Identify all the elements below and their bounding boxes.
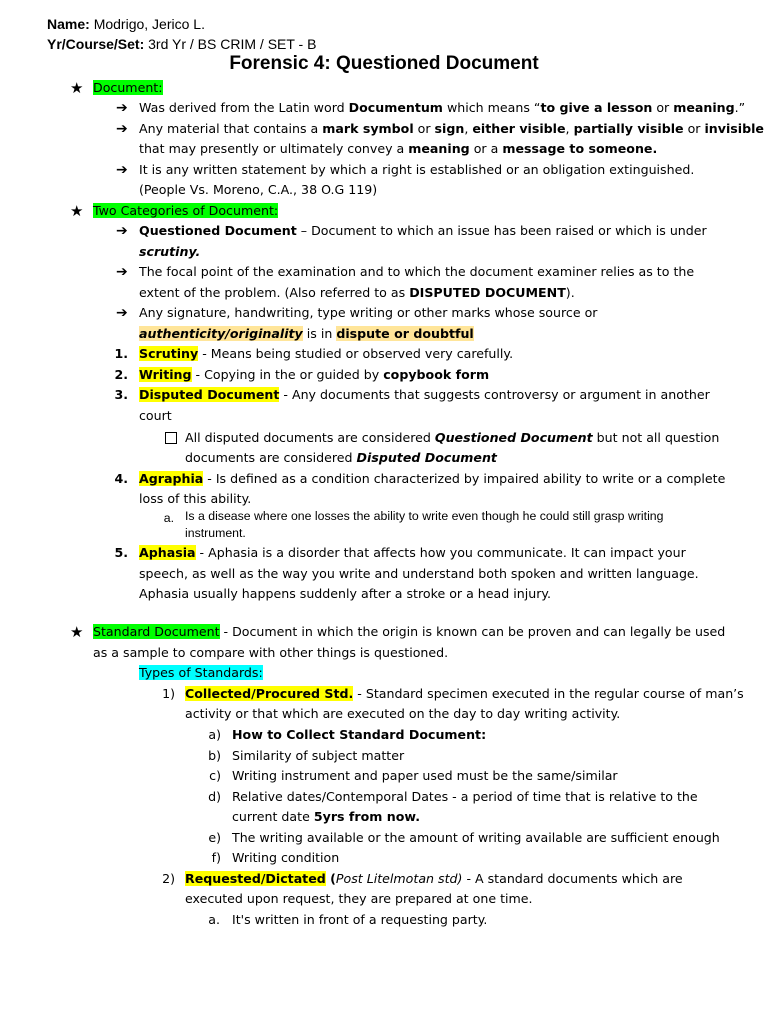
arrow-bullet-icon: ➔ <box>116 121 128 137</box>
list-number: 2) <box>162 871 175 886</box>
list-number: 3. <box>114 387 128 402</box>
list-letter: e) <box>208 830 221 845</box>
list-item-aphasia-cont2: Aphasia usually happens suddenly after a stroke or a head injury. <box>139 586 552 601</box>
list-letter: d) <box>208 789 221 804</box>
list-number: 4. <box>114 471 128 486</box>
list-letter: c) <box>209 768 221 783</box>
list-number: 1. <box>114 346 128 361</box>
collect-item: Writing instrument and paper used must be the same/similar <box>232 768 618 783</box>
section-heading-standard: Standard Document - Document in which the origin is known can be proven and can legally be used <box>93 624 726 639</box>
name-label: Name: <box>47 16 90 32</box>
list-item-writing: Writing - Copying in the or guided by copybook form <box>139 367 490 382</box>
document-bullet-2-cont: that may presently or ultimately convey a meaning or a message to someone. <box>139 141 658 156</box>
course-label: Yr/Course/Set: <box>47 36 145 52</box>
type-requested: Requested/Dictated (Post Litelmotan std) - A standard documents which are <box>185 871 683 886</box>
categories-bullet-2: The focal point of the examination and to which the document examiner relies as to the <box>139 264 695 279</box>
arrow-bullet-icon: ➔ <box>116 305 128 321</box>
agraphia-sub-note-cont: instrument. <box>185 526 246 540</box>
collect-item: Writing condition <box>232 850 340 865</box>
standard-desc-cont: as a sample to compare with other things is questioned. <box>93 645 449 660</box>
list-item-agraphia-cont: loss of this ability. <box>139 491 252 506</box>
course-value: 3rd Yr / BS CRIM / SET - B <box>148 36 317 52</box>
list-number: 1) <box>162 686 175 701</box>
categories-bullet-3: Any signature, handwriting, type writing or other marks whose source or <box>139 305 598 320</box>
course-line <box>47 36 316 52</box>
categories-bullet-1: Questioned Document – Document to which an issue has been raised or which is under <box>139 223 707 238</box>
categories-bullet-2-cont: extent of the problem. (Also referred to as DISPUTED DOCUMENT). <box>139 285 575 300</box>
arrow-bullet-icon: ➔ <box>116 162 128 178</box>
document-bullet-1: Was derived from the Latin word Documentum which means “to give a lesson or meaning.” <box>139 100 746 115</box>
star-bullet-icon: ★ <box>70 202 84 220</box>
list-item-agraphia: Agraphia - Is defined as a condition characterized by impaired ability to write or a complete <box>139 471 726 486</box>
name-line <box>47 16 205 32</box>
list-number: 5. <box>114 545 128 560</box>
section-heading-categories: Two Categories of Document: <box>93 203 279 218</box>
requested-sub-item: It's written in front of a requesting party. <box>232 912 488 927</box>
arrow-bullet-icon: ➔ <box>116 264 128 280</box>
categories-bullet-3-cont: authenticity/originality is in dispute or doubtful <box>139 326 474 341</box>
collect-item-cont: current date 5yrs from now. <box>232 809 420 824</box>
name-value: Modrigo, Jerico L. <box>93 16 205 32</box>
arrow-bullet-icon: ➔ <box>116 100 128 116</box>
type-collected: Collected/Procured Std. - Standard specimen executed in the regular course of man’s <box>185 686 744 701</box>
list-letter: a. <box>208 912 220 927</box>
star-bullet-icon: ★ <box>70 623 84 641</box>
page-title: Forensic 4: Questioned Document <box>229 53 539 74</box>
list-letter: a) <box>208 727 221 742</box>
list-number: 2. <box>114 367 128 382</box>
list-item-aphasia: Aphasia - Aphasia is a disorder that affects how you communicate. It can impact your <box>139 545 686 560</box>
list-item-disputed-cont: court <box>139 408 172 423</box>
collect-item: Relative dates/Contemporal Dates - a period of time that is relative to the <box>232 789 698 804</box>
star-bullet-icon: ★ <box>70 79 84 97</box>
list-letter: a. <box>163 511 174 525</box>
arrow-bullet-icon: ➔ <box>116 223 128 239</box>
list-letter: b) <box>208 748 221 763</box>
document-bullet-3-cont: (People Vs. Moreno, C.A., 38 O.G 119) <box>139 182 378 197</box>
checkbox-icon <box>165 432 177 444</box>
list-item-scrutiny: Scrutiny - Means being studied or observed very carefully. <box>139 346 514 361</box>
disputed-sub-note-cont: documents are considered Disputed Document <box>185 450 497 465</box>
type-requested-cont: executed upon request, they are prepared at one time. <box>185 891 533 906</box>
collect-item: How to Collect Standard Document: <box>232 727 487 742</box>
document-bullet-2: Any material that contains a mark symbol or sign, either visible, partially visible or invisible <box>139 121 764 136</box>
collect-item: The writing available or the amount of writing available are sufficient enough <box>232 830 720 845</box>
section-heading-document: Document: <box>93 80 163 95</box>
document-bullet-3: It is any written statement by which a right is established or an obligation extinguished. <box>139 162 695 177</box>
agraphia-sub-note: Is a disease where one losses the ability to write even though he could still grasp writing <box>185 509 664 523</box>
list-letter: f) <box>211 850 221 865</box>
list-item-disputed: Disputed Document - Any documents that suggests controversy or argument in another <box>139 387 710 402</box>
disputed-sub-note: All disputed documents are considered Questioned Document but not all question <box>185 430 720 445</box>
types-heading: Types of Standards: <box>139 665 263 680</box>
type-collected-cont: activity or that which are executed on the day to day writing activity. <box>185 706 621 721</box>
categories-bullet-1-cont: scrutiny. <box>139 244 201 259</box>
list-item-aphasia-cont: speech, as well as the way you write and understand both spoken and written language. <box>139 566 699 581</box>
collect-item: Similarity of subject matter <box>232 748 405 763</box>
